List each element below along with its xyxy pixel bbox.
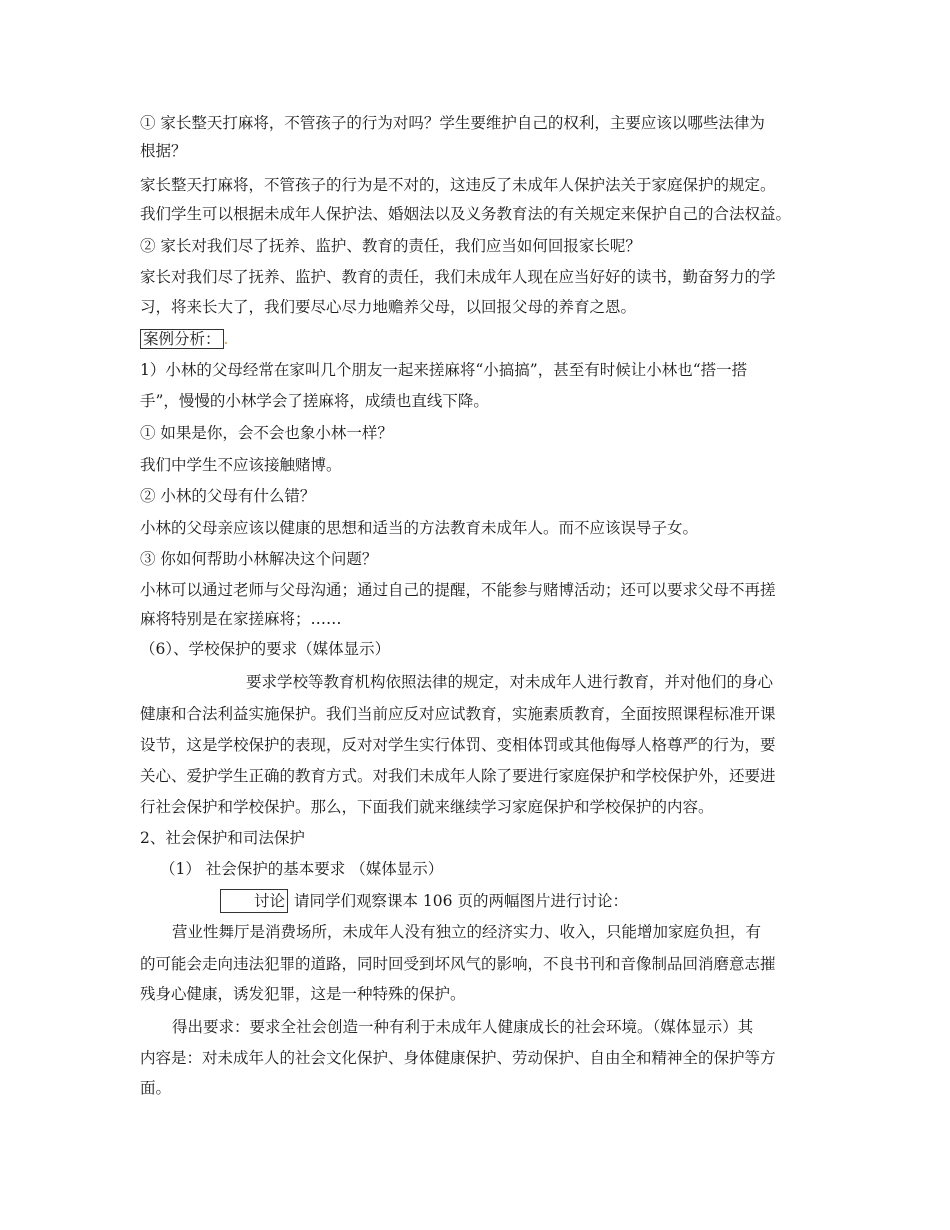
case-analysis-label: 案例分析： — [140, 329, 224, 349]
text-line: 我们学生可以根据未成年人保护法、婚姻法以及义务教育法的有关规定来保护自己的合法权益。 — [140, 205, 792, 223]
subsection-heading: （1） 社会保护的基本要求 （媒体显示） — [160, 860, 444, 878]
text-line: 1）小林的父母经常在家叫几个朋友一起来搓麻将“小搞搞”，甚至有时候让小林也“搭一搭 — [140, 361, 748, 379]
text-line: ① 家长整天打麻将，不管孩子的行为对吗？学生要维护自己的权利，主要应该以哪些法律为 — [140, 114, 765, 132]
text-line: 我们中学生不应该接触赌博。 — [140, 456, 342, 474]
text-line: 内容是：对未成年人的社会文化保护、身体健康保护、劳动保护、自由全和精神全的保护等方 — [140, 1049, 776, 1067]
text-line: 营业性舞厅是消费场所，未成年人没有独立的经济实力、收入，只能增加家庭负担，有 — [172, 923, 762, 941]
case-analysis-heading: 案例分析： . — [140, 328, 820, 350]
text-line: ③ 你如何帮助小林解决这个问题？ — [140, 550, 378, 568]
text-line: 设节，这是学校保护的表现，反对对学生实行体罚、变相体罚或其他侮辱人格尊严的行为，要 — [140, 736, 776, 754]
text-line: 关心、爱护学生正确的教育方式。对我们未成年人除了要进行家庭保护和学校保护外，还要进 — [140, 767, 776, 785]
text-line: 健康和合法利益实施保护。我们当前应反对应试教育，实施素质教育，全面按照课程标准开课 — [140, 705, 776, 723]
discussion-label: 讨论 — [220, 889, 288, 913]
text-line: ② 家长对我们尽了抚养、监护、教育的责任，我们应当如何回报家长呢？ — [140, 237, 641, 255]
text-line: 麻将特别是在家搓麻将；…… — [140, 610, 342, 628]
text-line: ② 小林的父母有什么错？ — [140, 487, 316, 505]
text-line: 小林的父母亲应该以健康的思想和适当的方法教育未成年人。而不应该误导子女。 — [140, 519, 699, 537]
text-line: 家长对我们尽了抚养、监护、教育的责任，我们未成年人现在应当好好的读书，勤奋努力的学 — [140, 268, 776, 286]
text-line: 面。 — [140, 1079, 172, 1097]
discussion-line — [220, 889, 820, 913]
text-line: 的可能会走向违法犯罪的道路，同时回受到坏风气的影响，不良书刊和音像制品回消磨意志摧 — [140, 955, 776, 973]
section-heading: （6）、学校保护的要求（媒体显示） — [140, 640, 391, 658]
text-line: 根据？ — [140, 142, 187, 160]
text-line: 手”，慢慢的小林学会了搓麻将，成绩也直线下降。 — [140, 392, 489, 410]
text-line: 习，将来长大了，我们要尽心尽力地赡养父母，以回报父母的养育之恩。 — [140, 298, 637, 316]
text-line: 小林可以通过老师与父母沟通；通过自己的提醒，不能参与赌博活动；还可以要求父母不再搓 — [140, 581, 776, 599]
text-line: 得出要求：要求全社会创造一种有利于未成年人健康成长的社会环境。（媒体显示）其 — [172, 1018, 754, 1036]
discussion-text: 请同学们观察课本 106 页的两幅图片进行讨论： — [294, 892, 628, 910]
text-line: 要求学校等教育机构依照法律的规定，对未成年人进行教育，并对他们的身心 — [246, 673, 774, 691]
text-line: 行社会保护和学校保护。那么，下面我们就来继续学习家庭保护和学校保护的内容。 — [140, 798, 714, 816]
section-heading: 2、社会保护和司法保护 — [140, 829, 305, 847]
text-line: 家长整天打麻将，不管孩子的行为是不对的，这违反了未成年人保护法关于家庭保护的规定。 — [140, 176, 776, 194]
text-line: 残身心健康，诱发犯罪，这是一种特殊的保护。 — [140, 985, 466, 1003]
text-line: ① 如果是你，会不会也象小林一样？ — [140, 424, 393, 442]
